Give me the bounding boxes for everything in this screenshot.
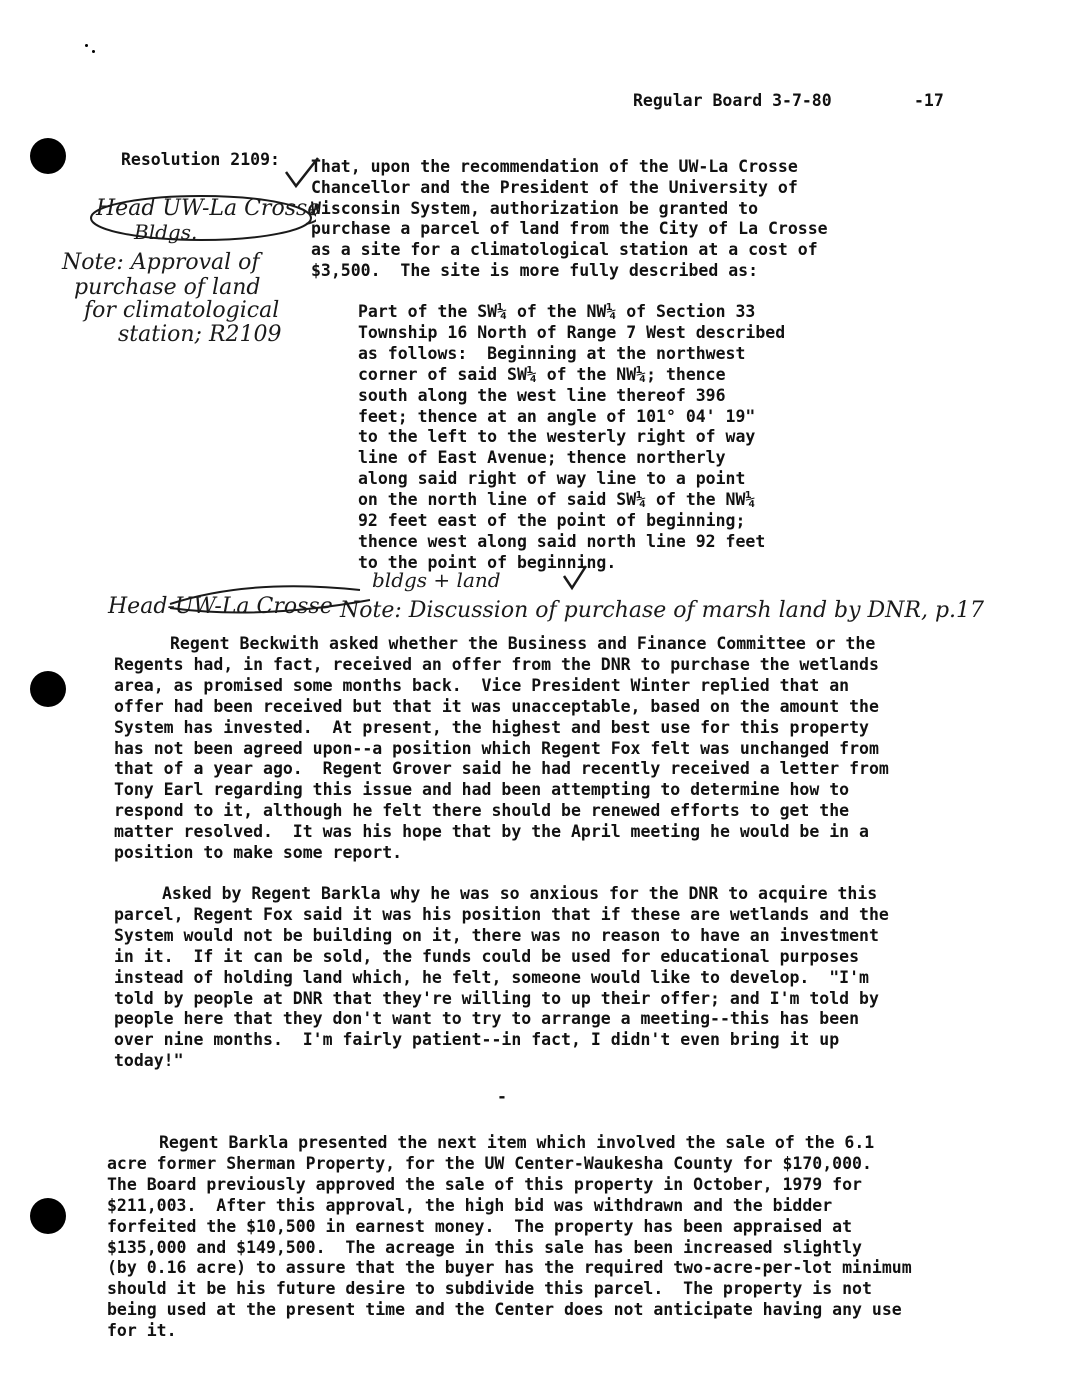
- description-line: to the point of beginning.: [358, 552, 617, 572]
- paragraph-line: for it.: [107, 1321, 177, 1341]
- page-number: -17: [914, 91, 944, 110]
- resolution-line: Chancellor and the President of the University of: [311, 177, 798, 197]
- paragraph-line: System has invested. At present, the highest and best use for this property: [114, 717, 869, 737]
- description-line: corner of said SW¼ of the NW¼; thence: [358, 364, 726, 384]
- resolution-line: That, upon the recommendation of the UW-La Crosse: [311, 157, 798, 176]
- speck: [92, 50, 95, 53]
- checkmark-icon: [560, 564, 590, 592]
- paragraph-line: Regent Beckwith asked whether the Business and Finance Committee or the: [170, 634, 876, 653]
- paragraph-line: $211,003. After this approval, the high bid was withdrawn and the bidder: [107, 1195, 833, 1215]
- paragraph-line: The Board previously approved the sale of this property in October, 1979 for: [107, 1174, 862, 1194]
- description-line: south along the west line thereof 396: [358, 385, 726, 405]
- description-line: Part of the SW¼ of the NW¼ of Section 33: [358, 302, 756, 321]
- separator-dash: -: [497, 1087, 507, 1106]
- annotation-above-line: bldgs + land: [372, 568, 501, 592]
- description-line: to the left to the westerly right of way: [358, 427, 756, 447]
- paragraph-line: area, as promised some months back. Vice President Winter replied that an: [114, 675, 850, 695]
- paragraph-line: that of a year ago. Regent Grover said he had recently received a letter from: [114, 759, 889, 779]
- resolution-line: purchase a parcel of land from the City of La Crosse: [311, 219, 828, 239]
- paragraph-line: people here that they don't want to try to arrange a meeting--this has been: [114, 1009, 860, 1029]
- description-line: 92 feet east of the point of beginning;: [358, 511, 746, 530]
- page-header-title: Regular Board 3-7-80: [633, 91, 832, 110]
- paragraph-line: today!": [114, 1051, 184, 1071]
- paragraph-line: told by people at DNR that they're willing to up their offer; and I'm told by: [114, 988, 879, 1008]
- resolution-line: $3,500. The site is more fully described as:: [311, 261, 759, 280]
- description-line: Township 16 North of Range 7 West described: [358, 322, 786, 342]
- paragraph-line: respond to it, although he felt there should be renewed efforts to get the: [114, 801, 850, 821]
- resolution-line: Wisconsin System, authorization be granted to: [311, 198, 759, 218]
- paragraph-line: position to make some report.: [114, 843, 403, 862]
- annotation-note-1-line: station; R2109: [118, 322, 282, 347]
- paragraph-line: System would not be building on it, there was no reason to have an investment: [114, 925, 879, 945]
- annotation-heading-1-bldgs: Bldgs.: [134, 220, 198, 244]
- annotation-note-1-line: Note: Approval of: [62, 250, 260, 275]
- resolution-label: Resolution 2109:: [121, 150, 280, 169]
- description-line: feet; thence at an angle of 101° 04' 19": [358, 406, 756, 426]
- punch-hole-middle: [30, 671, 66, 707]
- paragraph-line: being used at the present time and the Center does not anticipate having any use: [107, 1300, 902, 1320]
- paragraph-line: offer had been received but that it was unacceptable, based on the amount the: [114, 696, 879, 716]
- description-line: as follows: Beginning at the northwest: [358, 343, 746, 363]
- paragraph-line: instead of holding land which, he felt, someone would like to develop. "I'm: [114, 967, 869, 987]
- paragraph-line: acre former Sherman Property, for the UW Center-Waukesha County for $170,000.: [107, 1153, 872, 1173]
- speck: [85, 44, 88, 47]
- annotation-heading-2: Head-UW-La Crosse: [108, 594, 333, 619]
- description-line: thence west along said north line 92 feet: [358, 531, 766, 551]
- description-line: along said right of way line to a point: [358, 469, 746, 489]
- annotation-note-1-line: purchase of land: [74, 275, 261, 300]
- paragraph-line: Regents had, in fact, received an offer from the DNR to purchase the wetlands: [114, 654, 879, 674]
- paragraph-line: has not been agreed upon--a position which Regent Fox felt was unchanged from: [114, 738, 879, 758]
- paragraph-line: over nine months. I'm fairly patient--in fact, I didn't even bring it up: [114, 1030, 840, 1050]
- description-line: on the north line of said SW¼ of the NW¼: [358, 490, 756, 510]
- annotation-note-1-line: for climatological: [84, 298, 280, 323]
- annotation-note-2: Note: Discussion of purchase of marsh land by DNR, p.17: [340, 598, 985, 623]
- checkmark-icon: [282, 156, 322, 192]
- paragraph-line: matter resolved. It was his hope that by the April meeting he would be in a: [114, 822, 869, 842]
- punch-hole-top: [30, 138, 66, 174]
- annotation-heading-1: Head UW-La Crosse: [96, 196, 321, 221]
- paragraph-line: Tony Earl regarding this issue and had been attempting to determine how to: [114, 780, 850, 800]
- paragraph-line: (by 0.16 acre) to assure that the buyer has the required two-acre-per-lot minimum: [107, 1258, 912, 1278]
- paragraph-line: forfeited the $10,500 in earnest money. The property has been appraised at: [107, 1216, 853, 1236]
- paragraph-line: Asked by Regent Barkla why he was so anxious for the DNR to acquire this: [162, 884, 878, 903]
- paragraph-line: $135,000 and $149,500. The acreage in this sale has been increased slightly: [107, 1237, 862, 1257]
- paragraph-line: Regent Barkla presented the next item which involved the sale of the 6.1: [159, 1133, 875, 1152]
- punch-hole-bottom: [30, 1198, 66, 1234]
- paragraph-line: parcel, Regent Fox said it was his position that if these are wetlands and the: [114, 904, 889, 924]
- resolution-line: as a site for a climatological station at a cost of: [311, 240, 818, 260]
- description-line: line of East Avenue; thence northerly: [358, 448, 726, 468]
- paragraph-line: should it be his future desire to subdivide this parcel. The property is not: [107, 1279, 872, 1299]
- paragraph-line: in it. If it can be sold, the funds could be used for educational purposes: [114, 946, 860, 966]
